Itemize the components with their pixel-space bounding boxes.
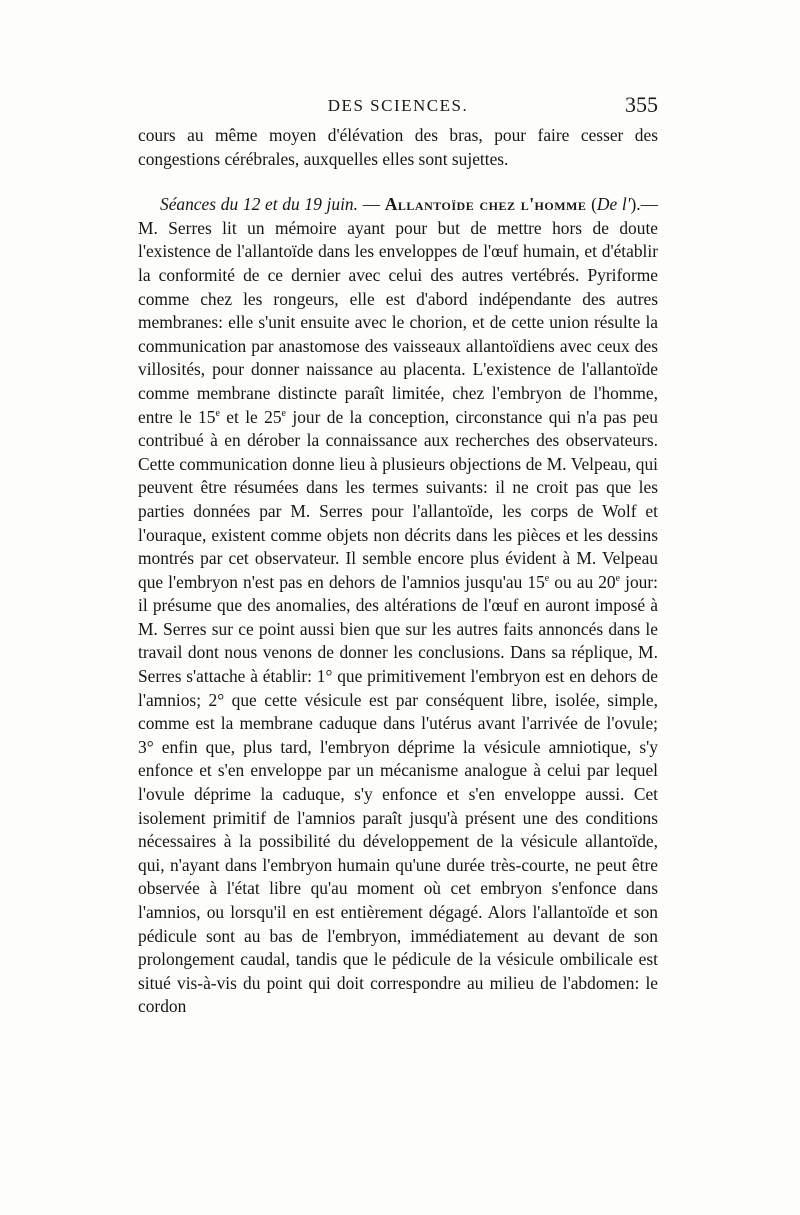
subtitle-italic: De l'	[596, 194, 631, 215]
subtitle-close: ).—	[630, 194, 658, 215]
body-part-1: M. Serres lit un mémoire ayant pour but de mettre hors de doute l'existence de l'allantoïde dans les enveloppes de l'œuf humain, et d'établir la conformité de ce dernier avec celui des autres vertébrés. Pyriforme comme chez les rongeurs, elle est d'abord indépendante des autres membranes: elle s'unit ensuite avec le chorion, et de cette union résulte la communication par anastomose des vaisseaux allantoïdiens avec ceux des villosités, pour donner naissance au placenta. L'existence de l'allantoïde comme membrane distincte paraît limitée, chez l'embryon de l'homme, entre le 15	[138, 217, 658, 427]
body-part-3: jour de la conception, circonstance qui n'a pas peu contribué à en dérober la connaissance aux recherches des observateurs. Cette communication donne lieu à plusieurs objections de M. Velpeau, qui peuvent être résumées dans les termes suivants: il ne croit pas que les parties données par M. Serres pour l'allantoïde, les corps de Wolf et l'ouraque, existent comme objets non décrits dans les pièces et les dessins montrés par cet observateur. Il semble encore plus évident à M. Velpeau que l'embryon n'est pas en dehors de l'amnios jusqu'au 15	[138, 406, 658, 592]
body-part-4: ou au 20	[549, 571, 616, 592]
page-number: 355	[625, 92, 658, 117]
article-title: Allantoïde chez l'homme	[384, 194, 587, 215]
subtitle-open: (	[586, 194, 597, 215]
superscript-4: e	[615, 572, 621, 584]
page-header	[138, 92, 658, 122]
superscript-3: e	[544, 572, 550, 584]
paragraph-gap	[138, 171, 658, 193]
paragraph-continuation: cours au même moyen d'élévation des bras, pour faire cesser des congestions cérébrales, auxquelles elles sont sujettes.	[138, 125, 658, 169]
body-part-5: jour: il présume que des anomalies, des altérations de l'œuf en auront imposé à M. Serres sur ce point aussi bien que sur les autres faits annoncés dans le travail dont nous venons de donner les conclusions. Dans sa réplique, M. Serres s'attache à établir: 1° que primitivement l'embryon est en dehors de l'amnios; 2° que cette vésicule est par conséquent libre, isolée, simple, comme est la membrane caduque dans l'utérus avant l'arrivée de l'ovule; 3° enfin que, plus tard, l'embryon déprime la vésicule amniotique, s'y enfonce et s'en enveloppe par un mécanisme analogue à celui par lequel l'ovule déprime la caduque, s'y enfonce et s'en enveloppe aussi. Cet isolement primitif de l'amnios paraît jusqu'à présent une des conditions nécessaires à la possibilité du développement de la vésicule allantoïde, qui, n'ayant dans l'embryon humain qu'une durée très-courte, ne peut être observée à l'état libre qu'au moment où cet embryon s'enfonce dans l'amnios, ou lorsqu'il en est entièrement dégagé. Alors l'allantoïde et son pédicule sont au bas de l'embryon, immédiatement au devant de son prolongement caudal, tandis que le pédicule de la vésicule ombilicale est situé vis-à-vis du point qui doit correspondre au milieu de l'abdomen: le cordon	[138, 571, 658, 1017]
body-text	[138, 124, 658, 1019]
paragraph-allantoide	[138, 193, 658, 1019]
session-dates: Séances du 12 et du 19 juin.	[160, 194, 358, 215]
running-head: DES SCIENCES.	[327, 96, 469, 115]
superscript-1: e	[215, 407, 220, 419]
superscript-2: e	[281, 407, 286, 419]
em-dash: —	[357, 194, 385, 215]
body-part-2: et le 25	[219, 406, 282, 427]
